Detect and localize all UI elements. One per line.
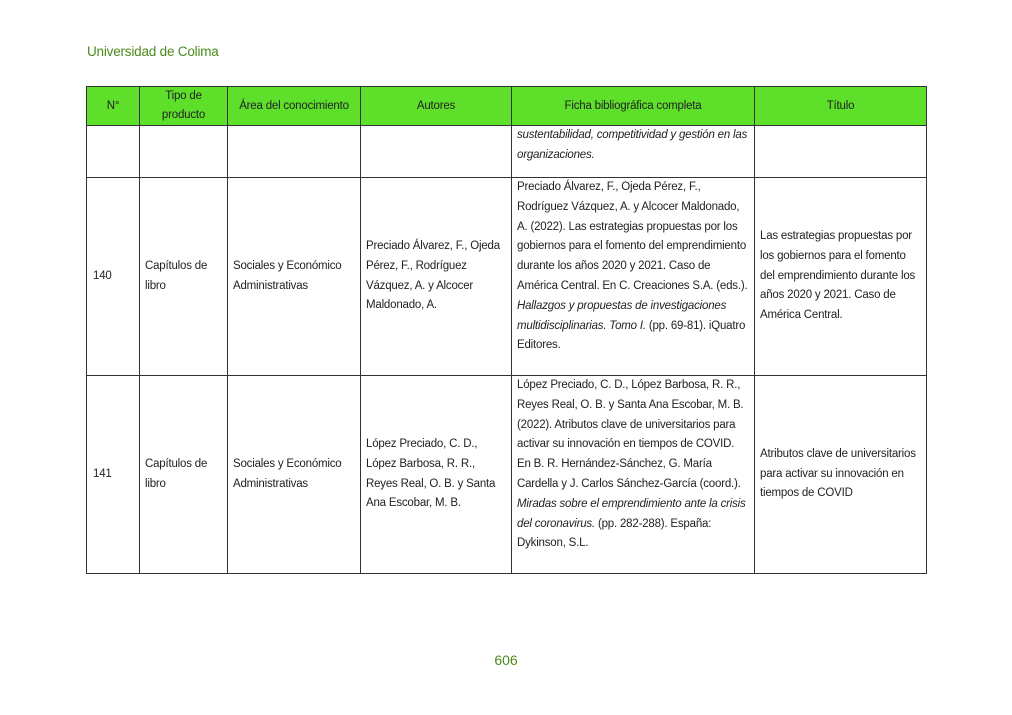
table-row [87,376,927,574]
col-header-product-type: Tipo de producto [140,87,228,126]
citation-text: López Preciado, C. D., López Barbosa, R. R., Reyes Real, O. B. y Santa Ana Escobar, M. B. (2022). Atributos clave de universitarios para activar su innovación en tiempos de COVID. En B. R. Hernández-Sánchez, G. María Cardella y J. Carlos Sánchez-García (coord.). [517,379,744,490]
citation-book-title: Miradas sobre el emprendimiento ante la crisis del coronavirus. [517,497,746,530]
cell-product-type: Capítulos de libro [140,376,228,574]
col-header-title: Título [755,87,927,126]
cell-authors: López Preciado, C. D., López Barbosa, R. R., Reyes Real, O. B. y Santa Ana Escobar, M. B. [361,376,512,574]
table-header-row [87,87,927,126]
citation-italic-fragment: sustentabilidad, competitividad y gestión en las organizaciones. [517,129,748,161]
col-header-full-citation: Ficha bibliográfica completa [512,87,755,126]
citation-book-title: Hallazgos y propuestas de investigaciones multidisciplinarias. Tomo I. [517,299,727,332]
citation-text: Preciado Álvarez, F., Ojeda Pérez, F., Rodríguez Vázquez, A. y Alcocer Maldonado, A. (2022). Las estrategias propuestas por los gobiernos para el fomento del emprendimiento durante los años 2020 y 2021. Caso de América Central. En C. Creaciones S.A. (eds.). [517,181,748,292]
cell-number: 141 [87,376,140,574]
cell-full-citation [512,376,755,574]
citation-pages-publisher: (pp. 282-288). España: Dykinson, S.L. [517,517,712,550]
cell-knowledge-area: Sociales y Económico Administrativas [228,376,361,574]
page-number: 606 [494,652,518,668]
cell-empty [87,126,140,178]
citation-pages-publisher: (pp. 69-81). iQuatro Editores. [517,319,746,352]
col-header-authors: Autores [361,87,512,126]
cell-empty [140,126,228,178]
cell-number: 140 [87,178,140,376]
cell-authors: Preciado Álvarez, F., Ojeda Pérez, F., Rodríguez Vázquez, A. y Alcocer Maldonado, A. [361,178,512,376]
cell-knowledge-area: Sociales y Económico Administrativas [228,178,361,376]
bibliography-table [86,86,927,574]
table-row-continuation [87,126,927,178]
cell-empty [755,126,927,178]
cell-title: Las estrategias propuestas por los gobiernos para el fomento del emprendimiento durante los años 2020 y 2021. Caso de América Central. [755,178,927,376]
cell-empty [361,126,512,178]
cell-citation-continuation [512,126,755,178]
cell-title: Atributos clave de universitarios para activar su innovación en tiempos de COVID [755,376,927,574]
col-header-number: N° [87,87,140,126]
cell-empty [228,126,361,178]
col-header-knowledge-area: Área del conocimiento [228,87,361,126]
table-row [87,178,927,376]
cell-full-citation [512,178,755,376]
cell-product-type: Capítulos de libro [140,178,228,376]
document-header-title: Universidad de Colima [87,44,219,59]
